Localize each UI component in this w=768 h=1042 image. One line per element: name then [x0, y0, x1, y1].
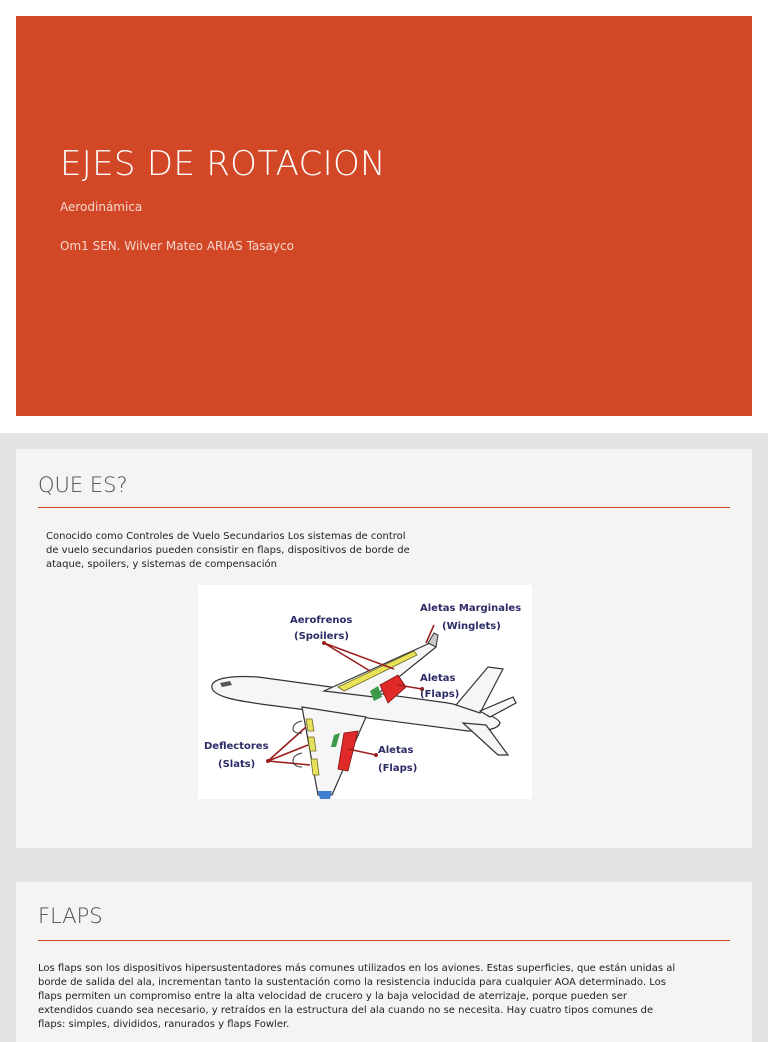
slide-title: EJES DE ROTACION	[60, 144, 386, 184]
label-flaps-lower-line-2: (Flaps)	[378, 763, 418, 774]
slide-subtitle: Aerodinámica	[60, 200, 143, 214]
aircraft-illustration	[198, 585, 532, 799]
title-slide[interactable]	[16, 16, 752, 416]
heading-divider	[38, 940, 730, 941]
label-slats-line-2: (Slats)	[218, 759, 256, 770]
slide-heading: FLAPS	[38, 904, 103, 928]
slide-body-text: Conocido como Controles de Vuelo Secundarios Los sistemas de control de vuelo secundarios pueden consistir en flaps, dispositivos de borde de ataque, spoilers, y sistemas de compensación	[46, 531, 410, 570]
label-flaps-upper-line-1: Aletas	[420, 673, 456, 684]
label-flaps-upper-line-2: (Flaps)	[420, 689, 460, 700]
label-slats-line-1: Deflectores	[204, 741, 269, 752]
label-spoilers-line-1: Aerofrenos	[290, 615, 353, 626]
slide-author: Om1 SEN. Wilver Mateo ARIAS Tasayco	[60, 239, 294, 253]
slide-body-text: Los flaps son los dispositivos hipersustentadores más comunes utilizados en los aviones. Estas superficies, que están unidas al borde de salida del ala, incrementan tanto la sustentación como la resistencia inducida para cualquier AOA determinado. Los flaps permiten un compromiso entre la alta velocidad de crucero y la baja velocidad de aterrizaje, porque pueden ser extendidos cuando sea necesario, y retraídos en la estructura del ala cuando no se necesita. Hay cuatro tipos comunes de flaps: simples, divididos, ranurados y flaps Fowler.	[38, 963, 676, 1030]
label-winglets-line-1: Aletas Marginales	[420, 603, 522, 614]
label-spoilers-line-2: (Spoilers)	[294, 631, 349, 642]
slide-que-es[interactable]	[16, 449, 752, 848]
slide-flaps[interactable]	[16, 882, 752, 1042]
label-flaps-lower-line-1: Aletas	[378, 745, 414, 756]
aircraft-control-surfaces-figure	[198, 585, 532, 799]
slide-heading: QUE ES?	[38, 473, 128, 497]
horizontal-stabilizer-lower	[463, 723, 508, 755]
heading-divider	[38, 507, 730, 508]
lower-wingtip-marker	[318, 791, 332, 799]
label-winglets-line-2: (Winglets)	[442, 621, 501, 632]
